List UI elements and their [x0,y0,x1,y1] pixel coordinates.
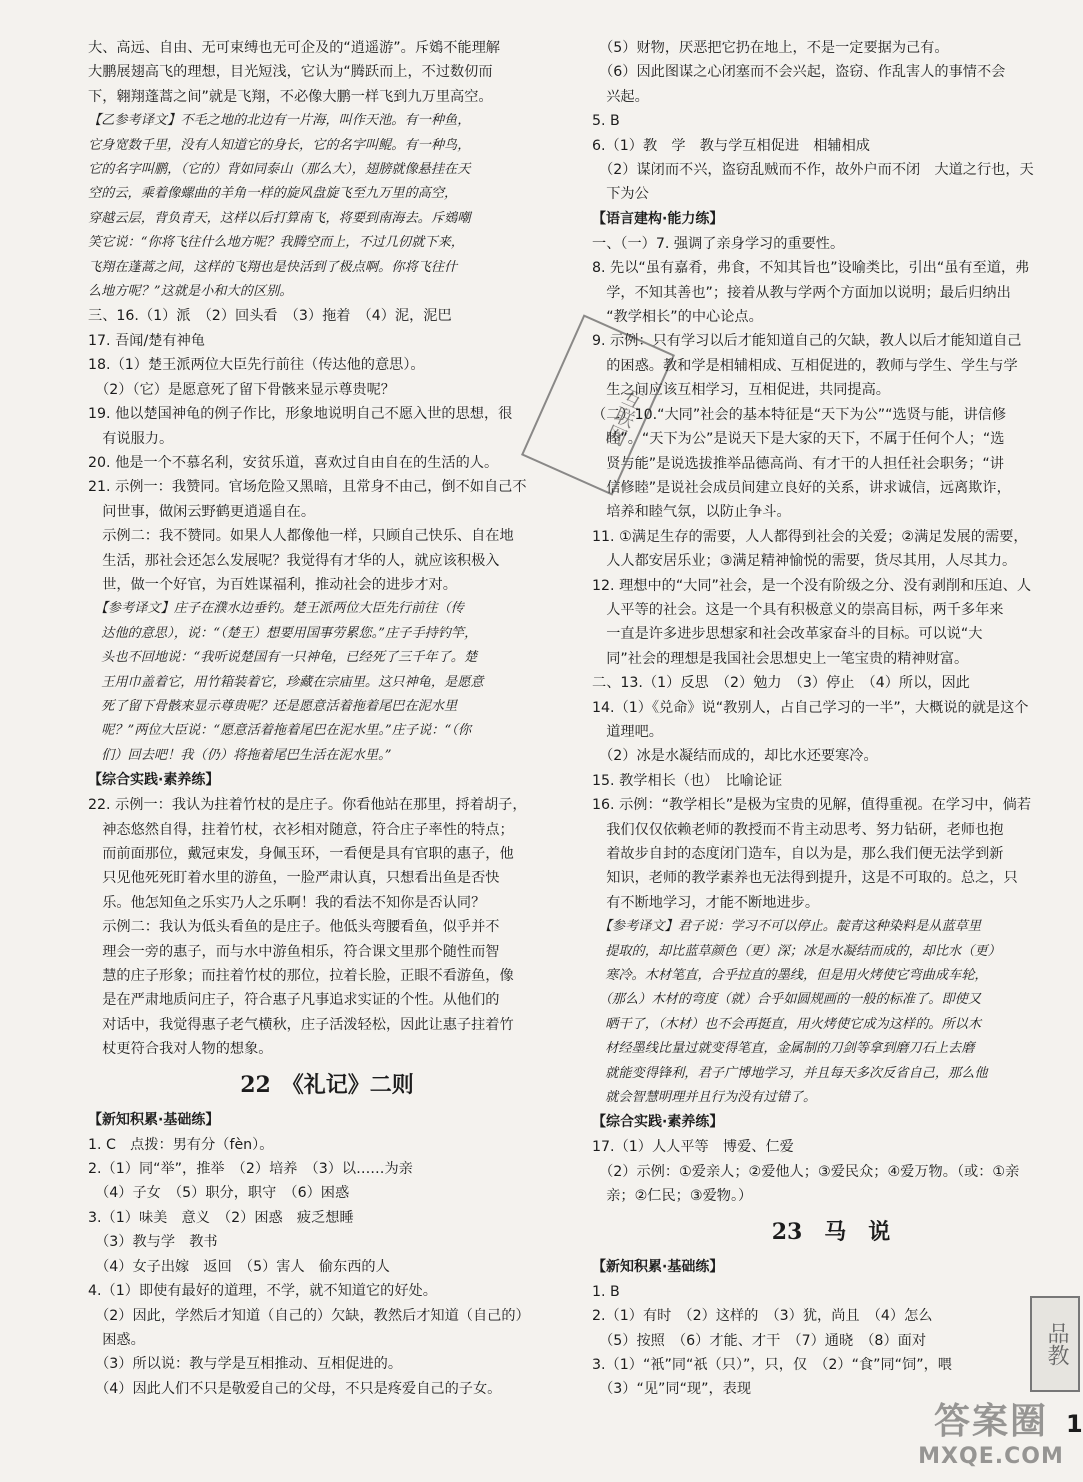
answer-line: 有说服力。 [88,430,174,447]
translation-line: 么地方呢？”这就是小和大的区别。 [88,284,293,300]
translation-line: 穿越云层，背负青天，这样以后打算南飞，将要到南海去。斥鴳嘲 [88,210,471,226]
section-heading: 【综合实践·素养练】 [88,772,220,789]
answer-line: （二）10.“大同”社会的基本特征是“天下为公”“选贤与能，讲信修 [592,406,1007,423]
answer-line: 17. 吾闻/楚有神龟 [88,332,205,349]
answer-line: 有不断地学习，才能不断地进步。 [592,894,820,911]
translation-line: 【乙参考译文】不毛之地的北边有一片海，叫作天池。有一种鱼， [88,113,471,129]
answer-line: 贤与能”是说选拔推举品德高尚、有才干的人担任社会职务；“讲 [592,455,1004,472]
site-watermark [906,1400,1076,1480]
answer-line: 问世事，做闲云野鹤更逍遥自在。 [88,503,316,520]
answer-line: 5. B [592,113,620,130]
answer-line: 而前面那位，戴冠束发，身佩玉环，一看便是具有官职的惠子，他 [88,846,514,862]
answer-line: 1. C 点拨：男有分（fèn）。 [88,1136,274,1153]
answer-line: 1. B [592,1283,620,1300]
answer-line: 11. ①满足生存的需要，人人都得到社会的关爱；②满足发展的需要， [592,528,1028,545]
answer-line: 20. 他是一个不慕名利，安贫乐道，喜欢过自由自在的生活的人。 [88,454,499,471]
answer-line: 4.（1）即使有最好的道理，不学，就不知道它的好处。 [88,1283,437,1300]
answer-line: 21. 示例一：我赞同。官场危险又黑暗，且常身不由己，倒不如自己不 [88,479,527,496]
answer-line: （2）示例：①爱亲人；②爱他人；③爱民众；④爱万物。（或：①亲 [592,1163,1020,1180]
translation-line: 达他的意思），说：“（楚王）想要用国事劳累您。”庄子手持钓竿， [88,625,478,641]
answer-line: 杖更符合我对人物的想象。 [88,1041,273,1058]
translation-line: 飞翔在蓬蒿之间，这样的飞翔也是快活到了极点啊。你将飞往什 [88,259,458,275]
answer-line: 慧的庄子形象；而拄着竹杖的那位，拉着长脸，正眼不看游鱼，像 [88,968,514,985]
translation-line: 【参考译文】君子说：学习不可以停止。靛青这种染料是从蓝草里 [592,919,982,935]
answer-line: 9. 示例：只有学习以后才能知道自己的欠缺，教人以后才能知道自己 [592,333,1022,350]
answer-line: 困惑。 [88,1331,145,1348]
translation-line: 提取的，却比蓝草颜色（更）深；冰是水凝结而成的，却比水（更） [592,943,1001,959]
answer-line: 我们仅仅依赖老师的教授而不肯主动思考、努力钻研，老师也抱 [592,821,1004,838]
answer-line: 对话中，我觉得惠子老气横秋，庄子活泼轻松，因此让惠子拄着竹 [88,1016,514,1033]
answer-line: 生活，那社会还怎么发展呢？我觉得有才华的人，就应该积极入 [88,552,500,569]
answer-line: 17.（1）人人平等 博爱、仁爱 [592,1139,794,1156]
translation-line: 就能变得锋利，君子广博地学习，并且每天多次反省自己，那么他 [592,1065,988,1081]
answer-line: “教学相长”的中心论点。 [592,309,763,326]
answer-line: 人人都安居乐业；③满足精神愉悦的需要，货尽其用，人尽其力。 [592,553,1017,570]
answer-line: 6.（1）教 学 教与学互相促进 相辅相成 [592,137,870,154]
answer-line: 兴起。 [592,88,649,105]
answer-line: 学，不知其善也”；接着从教与学两个方面加以说明；最后归纳出 [592,284,1011,301]
answer-line: （4）女子出嫁 返回 （5）害人 偷东西的人 [88,1258,390,1275]
answer-line: 下为公 [592,186,649,203]
answer-line: 15. 教学相长（也） 比喻论证 [592,772,783,789]
answer-line: （2）谋闭而不兴，盗窃乱贼而不作，故外户而不闭 大道之行也，天 [592,162,1034,179]
answer-line: 大鹏展翅高飞的理想，目光短浅，它认为“腾跃而上，不过数仞而 [88,64,493,81]
translation-line: （那么）木材的弯度（就）合乎如圆规画的一般的标准了。即使又 [592,992,982,1008]
answer-line: 着故步自封的态度闭门造车，自以为是，那么我们便无法学到新 [592,846,1004,862]
answer-line: 8. 先以“虽有嘉肴，弗食，不知其旨也”设喻类比，引出“虽有至道，弗 [592,260,1030,277]
answer-line: 一直是许多进步思想家和社会改革家奋斗的目标。可以说“大 [592,626,983,643]
side-logo-box: 品教 [1030,1296,1080,1392]
answer-line: 只见他死死盯着水里的游鱼，一脸严肃认真，只想看出鱼是否快 [88,870,500,887]
answer-line: 培养和睦气氛，以防止争斗。 [592,504,791,521]
watermark-url: MXQE.COM [918,1444,1064,1469]
answer-line: （5）财物，厌恶把它扔在地上，不是一定要据为己有。 [592,40,949,56]
translation-line: 笑它说：“你将飞往什么地方呢？我腾空而上，不过几仞就下来， [88,235,464,251]
answer-line: 3.（1）“衹”同“祇（只）”，只，仅 （2）“食”同“饲”，喂 [592,1356,952,1373]
right-column [592,36,1070,1402]
answer-line: （6）因此图谋之心闭塞而不会兴起，盗窃、作乱害人的事情不会 [592,64,1006,81]
answer-line: 22. 示例一：我认为拄着竹杖的是庄子。你看他站在那里，捋着胡子， [88,797,527,814]
answer-line: 信修睦”是说社会成员间建立良好的关系，讲求诚信，远离欺诈， [592,479,1011,496]
answer-line: 生之间应该互相学习，互相促进，共同提高。 [592,382,890,399]
answer-line: 神态悠然自得，拄着竹杖，衣衫相对随意，符合庄子率性的特点； [88,821,514,838]
answer-line: 理会一旁的惠子，而与水中游鱼相乐，符合课文里那个随性而智 [88,943,500,960]
answer-line: （2）冰是水凝结而成的，却比水还要寒冷。 [592,748,878,765]
translation-line: 它的名字叫鹏，（它的）背如同泰山（那么大），翅膀就像悬挂在天 [88,162,471,178]
answer-line: 12. 理想中的“大同”社会，是一个没有阶级之分、没有剥削和压迫、人 [592,577,1032,594]
translation-line: 材经墨线比量过就变得笔直，金属制的刀剑等拿到磨刀石上去磨 [592,1041,975,1057]
section-title: 22 《礼记》二则 [240,1071,414,1098]
answer-line: 18.（1）楚王派两位大臣先行前往（传达他的意思）。 [88,357,425,374]
watermark-logo-text: 答案圈 [933,1401,1048,1442]
answer-line: 大、高远、自由、无可束缚也无可企及的“逍遥游”。斥鴳不能理解 [88,40,500,56]
answer-line: 是在严肃地质问庄子，符合惠子凡事追求实证的个性。从他们的 [88,992,500,1009]
translation-line: 就会智慧明理并且行为没有过错了。 [592,1090,817,1106]
answer-line: 14.（1）《兑命》说“教别人，占自己学习的一半”，大概说的就是这个 [592,699,1029,716]
answer-line: 三、16.（1）派 （2）回头看 （3）拖着 （4）泥，泥巴 [88,308,452,325]
answer-line: 19. 他以楚国神龟的例子作比，形象地说明自己不愿入世的思想，很 [88,406,513,423]
answer-line: （5）按照 （6）才能、才干 （7）通晓 （8）面对 [592,1332,927,1349]
answer-line: 下，翱翔蓬蒿之间”就是飞翔，不必像大鹏一样飞到九万里高空。 [88,88,493,105]
answer-line: 睦”。“天下为公”是说天下是大家的天下，不属于任何个人；“选 [592,431,1005,448]
section-heading: 【新知积累·基础练】 [88,1111,220,1128]
translation-line: 晒干了，（木材）也不会再挺直，用火烤使它成为这样的。所以木 [592,1016,982,1032]
answer-line: （3）教与学 教书 [88,1234,218,1251]
left-column [88,36,566,1401]
answer-line: 人平等的社会。这是一个具有积极意义的崇高目标，两千多年来 [592,601,1004,618]
answer-line: （4）子女 （5）职分，职守 （6）困惑 [88,1185,350,1202]
stamp-mark: 互联网 [521,314,675,495]
translation-line: 空的云，乘着像螺曲的羊角一样的旋风盘旋飞至九万里的高空， [88,186,458,202]
answer-line: 二、13.（1）反思 （2）勉力 （3）停止 （4）所以，因此 [592,675,970,692]
answer-line: 的困惑。教和学是相辅相成、互相促进的，教师与学生、学生与学 [592,357,1018,374]
translation-line: 们）回去吧！我（仍）将拖着尾巴生活在泥水里。” [88,747,392,763]
answer-line: 乐。他怎知鱼之乐实乃人之乐啊！我的看法不知你是否认同？ [88,894,486,911]
answer-line: 知识，老师的教学素养也无法得到提升，这是不可取的。总之，只 [592,870,1018,887]
answer-line: （4）因此人们不只是敬爱自己的父母，不只是疼爱自己的子女。 [88,1380,502,1397]
answer-line: 世，做一个好官，为百姓谋福利，推动社会的进步才对。 [88,576,457,593]
translation-line: 王用巾盖着它，用竹箱装着它，珍藏在宗庙里。这只神龟，是愿意 [88,674,484,690]
answer-line: 道理吧。 [592,723,663,740]
answer-line: 2.（1）有时 （2）这样的 （3）犹，尚且 （4）怎么 [592,1308,933,1325]
answer-line: 16. 示例：“教学相长”是极为宝贵的见解，值得重视。在学习中，倘若 [592,797,1032,814]
translation-line: 死了留下骨骸来显示尊贵呢？还是愿意活着拖着尾巴在泥水里 [88,698,458,714]
section-heading: 【新知积累·基础练】 [592,1258,724,1275]
answer-line: 3.（1）味美 意义 （2）困惑 疲乏想睡 [88,1209,354,1226]
answer-line: 一、（一）7. 强调了亲身学习的重要性。 [592,235,845,252]
page-number: 1 [1066,1410,1083,1438]
answer-line: （3）“见”同“现”，表现 [592,1381,752,1398]
section-heading: 【综合实践·素养练】 [592,1114,724,1131]
answer-line: 示例二：我不赞同。如果人人都像他一样，只顾自己快乐、自在地 [88,528,514,545]
translation-line: 头也不回地说：“我听说楚国有一只神龟，已经死了三千年了。楚 [88,650,478,666]
answer-line: （3）所以说：教与学是互相推动、互相促进的。 [88,1356,403,1373]
answer-line: 示例二：我认为低头看鱼的是庄子。他低头弯腰看鱼，似乎并不 [88,919,500,936]
translation-line: 【参考译文】庄子在濮水边垂钓。楚王派两位大臣先行前往（传 [88,601,464,617]
translation-line: 呢？”两位大臣说：“愿意活着拖着尾巴在泥水里。”庄子说：“（你 [88,723,472,739]
answer-line: 亲；②仁民；③爱物。） [592,1188,753,1205]
answer-line: 同”社会的理想是我国社会思想史上一笔宝贵的精神财富。 [592,650,969,667]
translation-line: 它身宽数千里，没有人知道它的身长，它的名字叫鲲。有一种鸟， [88,137,471,153]
answer-line: （2）因此，学然后才知道（自己的）欠缺，教然后才知道（自己的） [88,1307,530,1324]
answer-line: （2）（它）是愿意死了留下骨骸来显示尊贵呢？ [88,381,395,398]
section-title: 23 马 说 [771,1218,891,1245]
translation-line: 寒冷。木材笔直，合乎拉直的墨线，但是用火烤使它弯曲成车轮， [592,968,988,984]
section-heading: 【语言建构·能力练】 [592,210,724,227]
answer-line: 2.（1）同“举”，推举 （2）培养 （3）以……为亲 [88,1161,413,1178]
